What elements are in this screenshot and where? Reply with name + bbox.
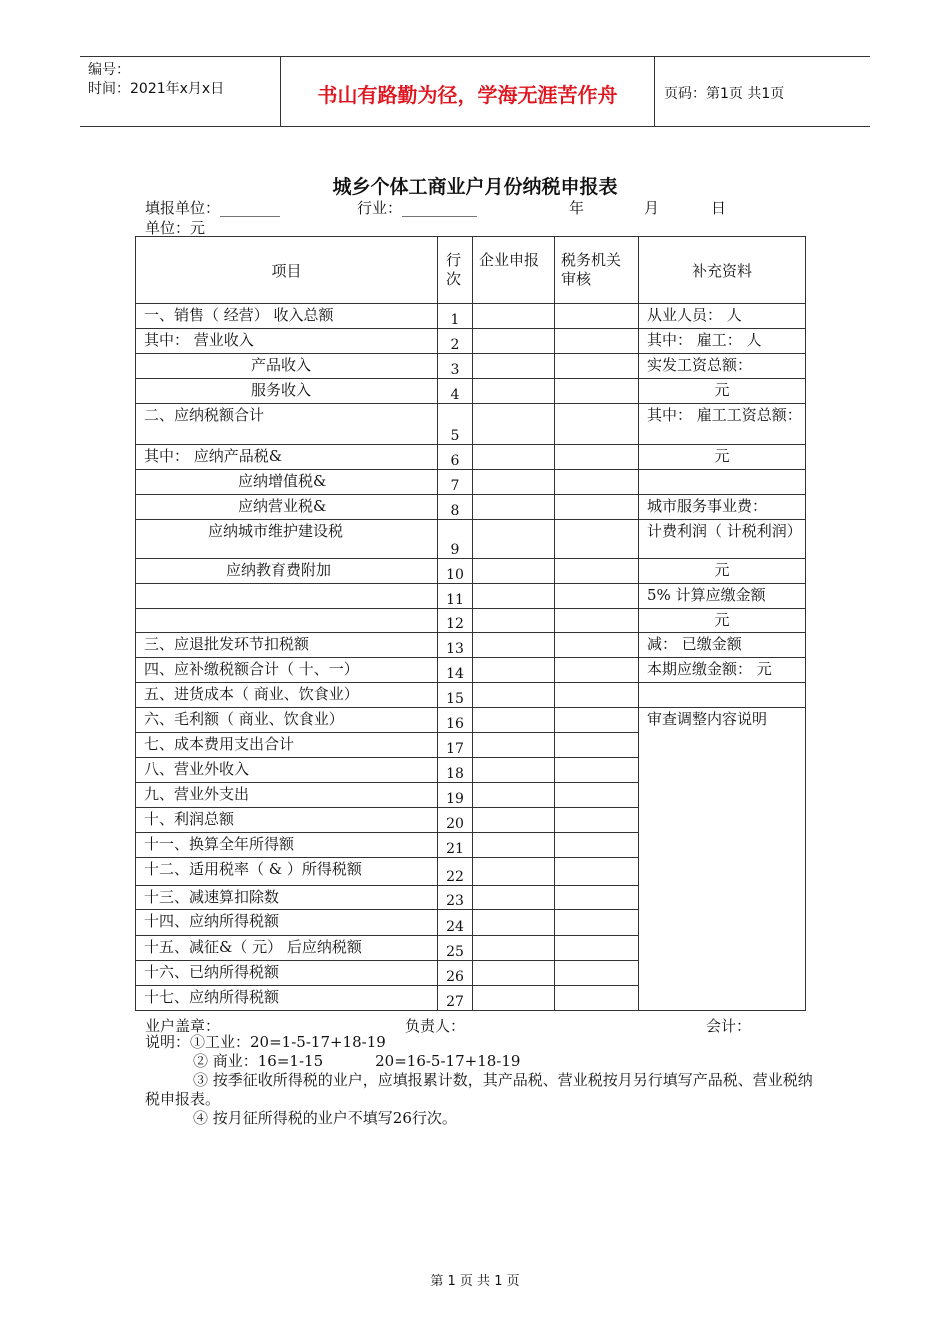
enterprise-declaration-cell[interactable]: [473, 833, 555, 858]
currency-unit: 单位：元: [145, 219, 206, 237]
page-footer: 第 1 页 共 1 页: [430, 1274, 520, 1289]
row-item-label: 十四、应纳所得税额: [136, 910, 438, 936]
row-item-label: 产品收入: [136, 354, 438, 379]
table-row: [136, 520, 806, 559]
enterprise-declaration-cell[interactable]: [473, 858, 555, 886]
table-header-row: [136, 237, 806, 304]
header-row-no: 行次: [438, 237, 473, 304]
row-number: 10: [438, 559, 473, 584]
row-item-label: 十六、已纳所得税额: [136, 961, 438, 986]
row-item-label: 应纳城市维护建设税: [136, 520, 438, 559]
row-number: 4: [438, 379, 473, 404]
header-supplement: 补充资料: [639, 237, 806, 304]
supplement-cell: 城市服务事业费：: [639, 495, 806, 520]
supplement-cell: [639, 470, 806, 495]
tax-office-review-cell[interactable]: [555, 733, 639, 758]
row-number: 2: [438, 329, 473, 354]
row-item-label: 应纳营业税&: [136, 495, 438, 520]
tax-declaration-table: [135, 236, 806, 1011]
enterprise-declaration-cell[interactable]: [473, 379, 555, 404]
enterprise-declaration-cell[interactable]: [473, 936, 555, 961]
tax-office-review-cell[interactable]: [555, 354, 639, 379]
tax-office-review-cell[interactable]: [555, 961, 639, 986]
row-item-label: 二、应纳税额合计: [136, 404, 438, 445]
enterprise-declaration-cell[interactable]: [473, 304, 555, 329]
row-number: 17: [438, 733, 473, 758]
tax-office-review-cell[interactable]: [555, 520, 639, 559]
notes-label: 说明：: [145, 1033, 191, 1051]
table-row: [136, 354, 806, 379]
tax-office-review-cell[interactable]: [555, 658, 639, 683]
enterprise-declaration-cell[interactable]: [473, 470, 555, 495]
row-number: 3: [438, 354, 473, 379]
table-row: [136, 633, 806, 658]
header-item: 项目: [136, 237, 438, 304]
table-row: [136, 559, 806, 584]
tax-office-review-cell[interactable]: [555, 910, 639, 936]
row-item-label: 服务收入: [136, 379, 438, 404]
supplement-cell: 5% 计算应缴金额: [639, 584, 806, 609]
tax-office-review-cell[interactable]: [555, 708, 639, 733]
seal-label: 业户盖章：: [145, 1017, 221, 1035]
document-time-label: 时间：2021年x月x日: [88, 81, 225, 97]
tax-office-review-cell[interactable]: [555, 404, 639, 445]
supplement-cell: 实发工资总额：: [639, 354, 806, 379]
row-number: 14: [438, 658, 473, 683]
enterprise-declaration-cell[interactable]: [473, 559, 555, 584]
fill-unit-field[interactable]: 填报单位：________: [145, 199, 281, 217]
tax-office-review-cell[interactable]: [555, 379, 639, 404]
table-row: [136, 404, 806, 445]
table-row: [136, 609, 806, 633]
note-1: ①工业：20=1-5-17+18-19: [190, 1033, 386, 1051]
row-number: 27: [438, 986, 473, 1011]
table-row: [136, 329, 806, 354]
enterprise-declaration-cell[interactable]: [473, 584, 555, 609]
tax-office-review-cell[interactable]: [555, 986, 639, 1011]
header-tax-office: 税务机关审核: [555, 237, 639, 304]
row-item-label: 三、应退批发环节扣税额: [136, 633, 438, 658]
row-number: 1: [438, 304, 473, 329]
tax-office-review-cell[interactable]: [555, 858, 639, 886]
header-left: [88, 61, 224, 99]
supplement-cell: 元: [639, 559, 806, 584]
notes: [145, 1033, 825, 1128]
tax-office-review-cell[interactable]: [555, 559, 639, 584]
row-item-label: 一、销售（ 经营） 收入总额: [136, 304, 438, 329]
row-item-label: 应纳增值税&: [136, 470, 438, 495]
enterprise-declaration-cell[interactable]: [473, 495, 555, 520]
tax-office-review-cell[interactable]: [555, 833, 639, 858]
tax-office-review-cell[interactable]: [555, 609, 639, 633]
supplement-cell: [639, 683, 806, 708]
note-4: ④ 按月征所得税的业户不填写26行次。: [193, 1109, 457, 1127]
enterprise-declaration-cell[interactable]: [473, 329, 555, 354]
note-2a: ② 商业：16=1-15: [193, 1052, 324, 1070]
enterprise-declaration-cell[interactable]: [473, 808, 555, 833]
row-item-label: 十三、减速算扣除数: [136, 886, 438, 910]
accountant-label: 会计：: [706, 1017, 752, 1035]
supplement-cell: 减： 已缴金额: [639, 633, 806, 658]
enterprise-declaration-cell[interactable]: [473, 609, 555, 633]
table-row: [136, 584, 806, 609]
row-number: 11: [438, 584, 473, 609]
row-item-label: [136, 584, 438, 609]
tax-office-review-cell[interactable]: [555, 783, 639, 808]
row-item-label: 其中： 营业收入: [136, 329, 438, 354]
supplement-cell: 元: [639, 609, 806, 633]
enterprise-declaration-cell[interactable]: [473, 986, 555, 1011]
enterprise-declaration-cell[interactable]: [473, 783, 555, 808]
review-notes-cell[interactable]: 审查调整内容说明: [639, 708, 806, 1011]
supplement-cell: 其中： 雇工工资总额：: [639, 404, 806, 445]
table-row: [136, 304, 806, 329]
table-row: [136, 708, 806, 733]
row-item-label: 十、利润总额: [136, 808, 438, 833]
supplement-cell: 计费利润（ 计税利润）: [639, 520, 806, 559]
table-row: [136, 658, 806, 683]
header-page-info: 页码：第1页 共1页: [664, 86, 785, 102]
row-number: 5: [438, 404, 473, 445]
enterprise-declaration-cell[interactable]: [473, 683, 555, 708]
supplement-cell: 其中： 雇工： 人: [639, 329, 806, 354]
row-item-label: 十七、应纳所得税额: [136, 986, 438, 1011]
table-row: [136, 445, 806, 470]
row-number: 25: [438, 936, 473, 961]
tax-office-review-cell[interactable]: [555, 470, 639, 495]
row-item-label: 十五、减征&（ 元） 后应纳税额: [136, 936, 438, 961]
form-title: 城乡个体工商业户月份纳税申报表: [332, 176, 618, 198]
row-item-label: [136, 609, 438, 633]
row-number: 23: [438, 886, 473, 910]
enterprise-declaration-cell[interactable]: [473, 354, 555, 379]
row-number: 12: [438, 609, 473, 633]
row-item-label: 四、应补缴税额合计（ 十、一）: [136, 658, 438, 683]
table-row: [136, 683, 806, 708]
row-item-label: 九、营业外支出: [136, 783, 438, 808]
supplement-cell: 元: [639, 379, 806, 404]
row-number: 21: [438, 833, 473, 858]
row-number: 16: [438, 708, 473, 733]
table-row: [136, 379, 806, 404]
row-item-label: 八、营业外收入: [136, 758, 438, 783]
row-number: 13: [438, 633, 473, 658]
enterprise-declaration-cell[interactable]: [473, 633, 555, 658]
supplement-cell: 从业人员： 人: [639, 304, 806, 329]
note-2b: 20=16-5-17+18-19: [375, 1052, 521, 1070]
day-label: 日: [711, 199, 727, 217]
row-number: 24: [438, 910, 473, 936]
row-item-label: 应纳教育费附加: [136, 559, 438, 584]
row-item-label: 五、进货成本（ 商业、饮食业）: [136, 683, 438, 708]
enterprise-declaration-cell[interactable]: [473, 758, 555, 783]
row-number: 8: [438, 495, 473, 520]
table-row: [136, 495, 806, 520]
row-number: 26: [438, 961, 473, 986]
row-item-label: 十二、适用税率（ & ）所得税额: [136, 858, 438, 886]
supplement-cell: 元: [639, 445, 806, 470]
enterprise-declaration-cell[interactable]: [473, 961, 555, 986]
tax-office-review-cell[interactable]: [555, 584, 639, 609]
row-item-label: 六、毛利额（ 商业、饮食业）: [136, 708, 438, 733]
enterprise-declaration-cell[interactable]: [473, 886, 555, 910]
row-number: 20: [438, 808, 473, 833]
industry-field[interactable]: 行业：__________: [357, 199, 478, 217]
header-motto: 书山有路勤为径，学海无涯苦作舟: [317, 83, 618, 107]
row-number: 6: [438, 445, 473, 470]
year-label: 年: [569, 199, 585, 217]
enterprise-declaration-cell[interactable]: [473, 733, 555, 758]
header-divider: [654, 57, 655, 126]
tax-office-review-cell[interactable]: [555, 758, 639, 783]
row-number: 19: [438, 783, 473, 808]
tax-office-review-cell[interactable]: [555, 329, 639, 354]
month-label: 月: [644, 199, 660, 217]
responsible-label: 负责人：: [405, 1017, 466, 1035]
enterprise-declaration-cell[interactable]: [473, 520, 555, 559]
row-item-label: 七、成本费用支出合计: [136, 733, 438, 758]
tax-office-review-cell[interactable]: [555, 304, 639, 329]
tax-office-review-cell[interactable]: [555, 886, 639, 910]
row-item-label: 其中： 应纳产品税&: [136, 445, 438, 470]
row-number: 22: [438, 858, 473, 886]
enterprise-declaration-cell[interactable]: [473, 910, 555, 936]
tax-office-review-cell[interactable]: [555, 808, 639, 833]
supplement-cell: 本期应缴金额： 元: [639, 658, 806, 683]
document-header: [80, 56, 870, 127]
tax-office-review-cell[interactable]: [555, 633, 639, 658]
header-enterprise: 企业申报: [473, 237, 555, 304]
document-number-label: 编号：: [88, 62, 130, 78]
enterprise-declaration-cell[interactable]: [473, 658, 555, 683]
enterprise-declaration-cell[interactable]: [473, 404, 555, 445]
row-number: 9: [438, 520, 473, 559]
tax-office-review-cell[interactable]: [555, 683, 639, 708]
row-item-label: 十一、换算全年所得额: [136, 833, 438, 858]
tax-office-review-cell[interactable]: [555, 936, 639, 961]
table-row: [136, 470, 806, 495]
row-number: 15: [438, 683, 473, 708]
enterprise-declaration-cell[interactable]: [473, 445, 555, 470]
row-number: 18: [438, 758, 473, 783]
note-3: ③ 按季征收所得税的业户，应填报累计数，其产品税、营业税按月另行填写产品税、营业税纳税申报表。: [145, 1071, 813, 1108]
tax-office-review-cell[interactable]: [555, 495, 639, 520]
row-number: 7: [438, 470, 473, 495]
enterprise-declaration-cell[interactable]: [473, 708, 555, 733]
tax-office-review-cell[interactable]: [555, 445, 639, 470]
